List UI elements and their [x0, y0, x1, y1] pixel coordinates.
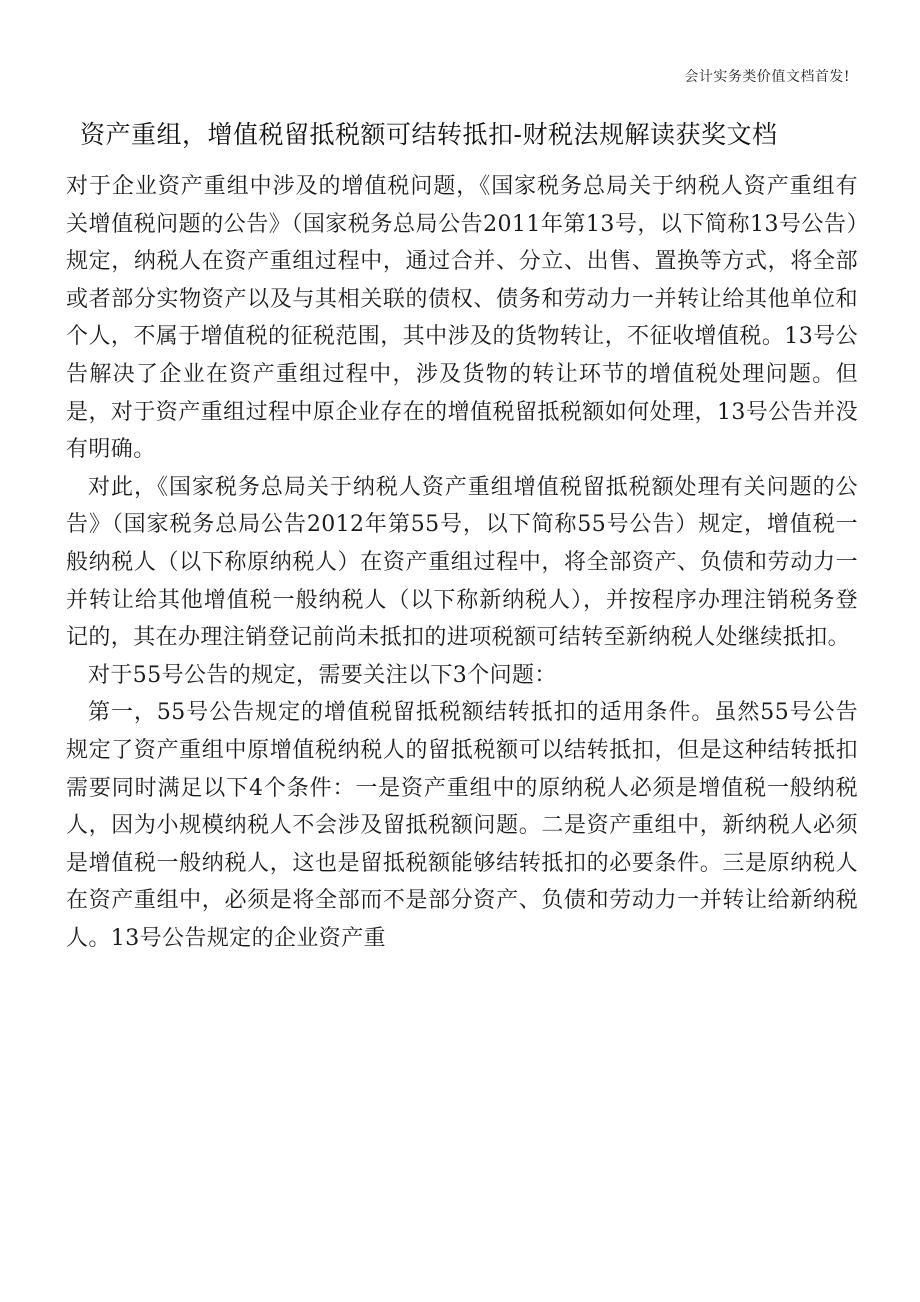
paragraph-1: 对于企业资产重组中涉及的增值税问题，《国家税务总局关于纳税人资产重组有关增值税问题的公告》（国家税务总局公告2011年第13号，以下简称13号公告）规定，纳税人在资产重组过程中，通过合并、分立、出售、置换等方式，将全部或者部分实物资产以及与其相关联的债权、债务和劳动力一并转让给其他单位和个人，不属于增值税的征税范围，其中涉及的货物转让，不征收增值税。13号公告解决了企业在资产重组过程中，涉及货物的转让环节的增值税处理问题。但是，对于资产重组过程中原企业存在的增值税留抵税额如何处理，13号公告并没有明确。 — [66, 174, 858, 463]
header-note: 会计实务类价值文档首发! — [684, 69, 850, 85]
paragraph-3: 对于55号公告的规定，需要关注以下3个问题： — [88, 662, 557, 688]
document-title: 资产重组，增值税留抵税额可结转抵扣-财税法规解读获奖文档 — [80, 120, 778, 149]
paragraph-2: 对此，《国家税务总局关于纳税人资产重组增值税留抵税额处理有关问题的公告》（国家税务总局公告2012年第55号，以下简称55号公告）规定，增值税一般纳税人（以下称原纳税人）在资产重组过程中，将全部资产、负债和劳动力一并转让给其他增值税一般纳税人（以下称新纳税人），并按程序办理注销税务登记的，其在办理注销登记前尚未抵扣的进项税额可结转至新纳税人处继续抵扣。 — [66, 474, 858, 651]
document-body — [66, 168, 858, 957]
paragraph-4: 第一，55号公告规定的增值税留抵税额结转抵扣的适用条件。虽然55号公告规定了资产重组中原增值税纳税人的留抵税额可以结转抵扣，但是这种结转抵扣需要同时满足以下4个条件：一是资产重组中的原纳税人必须是增值税一般纳税人，因为小规模纳税人不会涉及留抵税额问题。二是资产重组中，新纳税人必须是增值税一般纳税人，这也是留抵税额能够结转抵扣的必要条件。三是原纳税人在资产重组中，必须是将全部而不是部分资产、负债和劳动力一并转让给新纳税人。13号公告规定的企业资产重 — [66, 700, 858, 951]
